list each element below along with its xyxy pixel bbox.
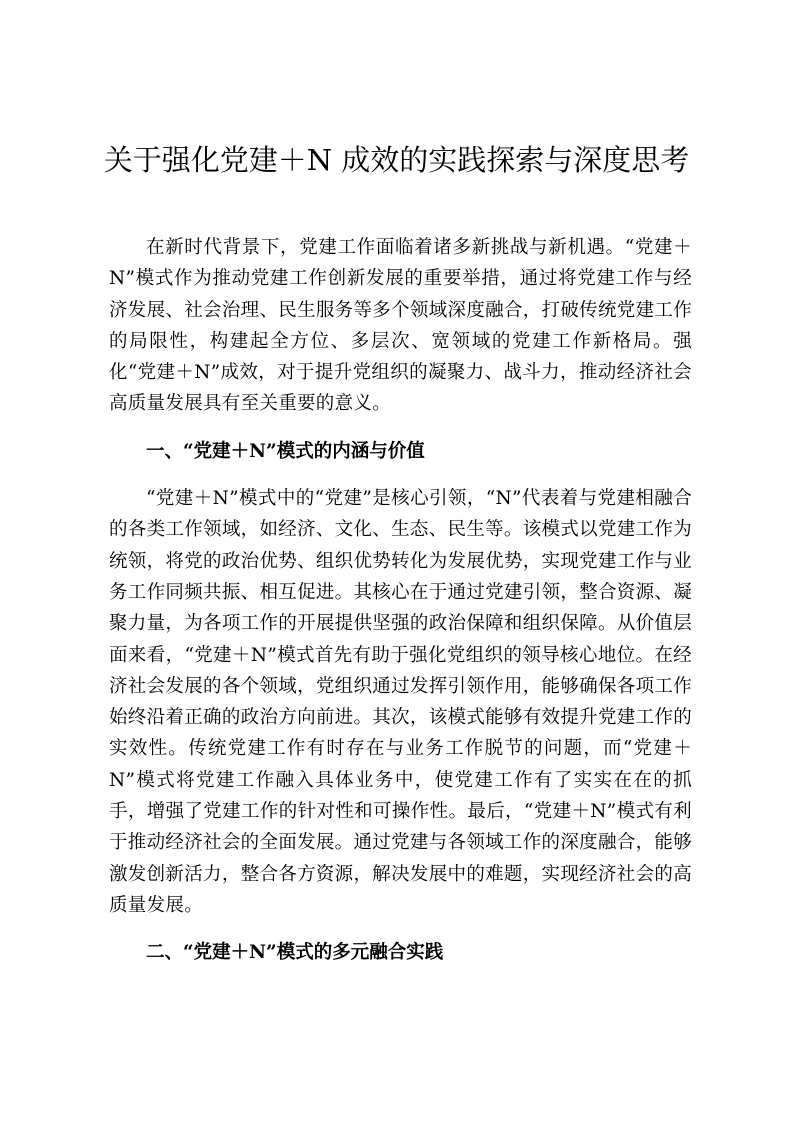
section-2-heading: 二、“党建＋N”模式的多元融合实践	[146, 942, 444, 964]
section-1-paragraph: “党建＋N”模式中的“党建”是核心引领，“N”代表着与党建相融合的各类工作领域，如经济、文化、生态、民生等。该模式以党建工作为统领，将党的政治优势、组织优势转化为发展优势，实现党建工作与业务工作同频共振、相互促进。其核心在于通过党建引领，整合资源、凝聚力量，为各项工作的开展提供坚强的政治保障和组织保障。从价值层面来看，“党建＋N”模式首先有助于强化党组织的领导核心地位。在经济社会发展的各个领域，党组织通过发挥引领作用，能够确保各项工作始终沿着正确的政治方向前进。其次，该模式能够有效提升党建工作的实效性。传统党建工作有时存在与业务工作脱节的问题，而“党建＋N”模式将党建工作融入具体业务中，使党建工作有了实实在在的抓手，增强了党建工作的针对性和可操作性。最后，“党建＋N”模式有利于推动经济社会的全面发展。通过党建与各领域工作的深度融合，能够激发创新活力，整合各方资源，解决发展中的难题，实现经济社会的高质量发展。	[109, 488, 692, 916]
intro-paragraph: 在新时代背景下，党建工作面临着诸多新挑战与新机遇。“党建＋N”模式作为推动党建工作创新发展的重要举措，通过将党建工作与经济发展、社会治理、民生服务等多个领域深度融合，打破传统党建工作的局限性，构建起全方位、多层次、宽领域的党建工作新格局。强化“党建＋N”成效，对于提升党组织的凝聚力、战斗力，推动经济社会高质量发展具有至关重要的意义。	[109, 237, 692, 415]
document-body	[109, 232, 692, 985]
section-1-heading: 一、“党建＋N”模式的内涵与价值	[146, 440, 425, 462]
document-title: 关于强化党建＋N 成效的实践探索与深度思考	[103, 143, 690, 177]
